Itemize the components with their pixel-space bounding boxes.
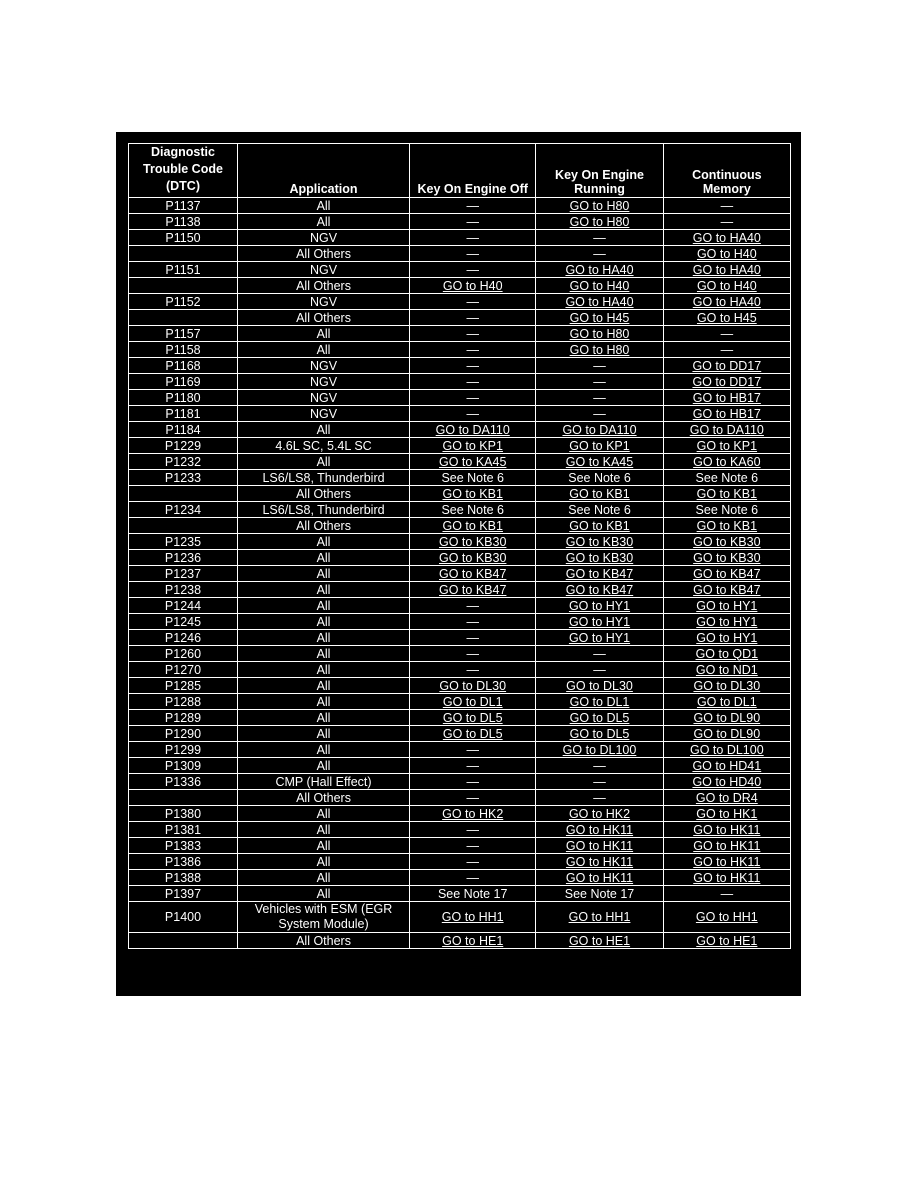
koeo-cell: See Note 6 bbox=[410, 470, 536, 486]
continuous-memory-cell[interactable]: GO to KB1 bbox=[663, 518, 790, 534]
table-row bbox=[129, 646, 791, 662]
continuous-memory-cell[interactable]: GO to HK11 bbox=[663, 870, 790, 886]
koer-cell: See Note 6 bbox=[536, 502, 663, 518]
application-cell: All bbox=[237, 710, 409, 726]
table-row bbox=[129, 358, 791, 374]
koeo-cell[interactable]: GO to KB47 bbox=[410, 582, 536, 598]
continuous-memory-cell[interactable]: GO to HK1 bbox=[663, 806, 790, 822]
dtc-cell: P1181 bbox=[129, 406, 238, 422]
application-cell: All bbox=[237, 214, 409, 230]
application-cell: All bbox=[237, 646, 409, 662]
continuous-memory-cell[interactable]: GO to KB47 bbox=[663, 582, 790, 598]
table-row bbox=[129, 933, 791, 949]
dtc-cell: P1299 bbox=[129, 742, 238, 758]
continuous-memory-cell[interactable]: GO to DD17 bbox=[663, 358, 790, 374]
table-row bbox=[129, 694, 791, 710]
continuous-memory-cell[interactable]: GO to HA40 bbox=[663, 294, 790, 310]
koer-cell: See Note 17 bbox=[536, 886, 663, 902]
application-cell: All bbox=[237, 822, 409, 838]
table-row bbox=[129, 614, 791, 630]
koer-cell[interactable]: GO to DL5 bbox=[536, 710, 663, 726]
koeo-cell[interactable]: GO to KB30 bbox=[410, 550, 536, 566]
continuous-memory-cell[interactable]: GO to KB47 bbox=[663, 566, 790, 582]
application-cell: NGV bbox=[237, 358, 409, 374]
continuous-memory-cell[interactable]: GO to HB17 bbox=[663, 390, 790, 406]
dtc-cell: P1169 bbox=[129, 374, 238, 390]
koer-cell[interactable]: GO to DA110 bbox=[536, 422, 663, 438]
table-row bbox=[129, 662, 791, 678]
koeo-cell: — bbox=[410, 758, 536, 774]
dtc-cell: P1290 bbox=[129, 726, 238, 742]
dtc-cell bbox=[129, 310, 238, 326]
application-cell: Vehicles with ESM (EGR System Module) bbox=[237, 902, 409, 933]
application-cell: All bbox=[237, 742, 409, 758]
dtc-cell: P1229 bbox=[129, 438, 238, 454]
table-row bbox=[129, 246, 791, 262]
table-row bbox=[129, 310, 791, 326]
dtc-cell: P1388 bbox=[129, 870, 238, 886]
koeo-cell: — bbox=[410, 230, 536, 246]
application-cell: All bbox=[237, 566, 409, 582]
table-row bbox=[129, 806, 791, 822]
dtc-cell: P1232 bbox=[129, 454, 238, 470]
koeo-cell: — bbox=[410, 822, 536, 838]
koer-cell[interactable]: GO to KB47 bbox=[536, 582, 663, 598]
koeo-cell: — bbox=[410, 262, 536, 278]
continuous-memory-cell[interactable]: GO to HB17 bbox=[663, 406, 790, 422]
application-cell: NGV bbox=[237, 262, 409, 278]
koer-cell: — bbox=[536, 758, 663, 774]
table-row bbox=[129, 774, 791, 790]
application-cell: NGV bbox=[237, 390, 409, 406]
application-cell: All bbox=[237, 870, 409, 886]
table-row bbox=[129, 230, 791, 246]
koer-cell[interactable]: GO to KB30 bbox=[536, 550, 663, 566]
koer-cell: — bbox=[536, 790, 663, 806]
koeo-cell: See Note 17 bbox=[410, 886, 536, 902]
header-key-on-engine-running: Key On Engine Running bbox=[536, 144, 663, 198]
table-row bbox=[129, 582, 791, 598]
continuous-memory-cell[interactable]: GO to ND1 bbox=[663, 662, 790, 678]
application-cell: All bbox=[237, 854, 409, 870]
koeo-cell: — bbox=[410, 662, 536, 678]
koeo-cell[interactable]: GO to DL5 bbox=[410, 710, 536, 726]
application-cell: All bbox=[237, 326, 409, 342]
application-cell: NGV bbox=[237, 374, 409, 390]
application-cell: All bbox=[237, 678, 409, 694]
table-row bbox=[129, 342, 791, 358]
koeo-cell: — bbox=[410, 246, 536, 262]
koer-cell[interactable]: GO to H80 bbox=[536, 198, 663, 214]
continuous-memory-cell[interactable]: GO to HK11 bbox=[663, 822, 790, 838]
dtc-cell: P1184 bbox=[129, 422, 238, 438]
dtc-cell: P1386 bbox=[129, 854, 238, 870]
koeo-cell: — bbox=[410, 358, 536, 374]
table-row bbox=[129, 854, 791, 870]
table-row bbox=[129, 374, 791, 390]
koer-cell: — bbox=[536, 374, 663, 390]
continuous-memory-cell[interactable]: GO to H40 bbox=[663, 278, 790, 294]
koer-cell: — bbox=[536, 390, 663, 406]
table-row bbox=[129, 438, 791, 454]
koer-cell[interactable]: GO to HY1 bbox=[536, 598, 663, 614]
table-row bbox=[129, 790, 791, 806]
application-cell: All Others bbox=[237, 246, 409, 262]
application-cell: LS6/LS8, Thunderbird bbox=[237, 502, 409, 518]
application-cell: All bbox=[237, 726, 409, 742]
koeo-cell: See Note 6 bbox=[410, 502, 536, 518]
header-application: Application bbox=[237, 144, 409, 198]
koeo-cell: — bbox=[410, 774, 536, 790]
table-row bbox=[129, 550, 791, 566]
table-row bbox=[129, 278, 791, 294]
koeo-cell: — bbox=[410, 310, 536, 326]
dtc-cell: P1180 bbox=[129, 390, 238, 406]
koeo-cell[interactable]: GO to KB1 bbox=[410, 486, 536, 502]
koeo-cell[interactable]: GO to DL1 bbox=[410, 694, 536, 710]
koeo-cell: — bbox=[410, 326, 536, 342]
table-row bbox=[129, 678, 791, 694]
continuous-memory-cell[interactable]: GO to HY1 bbox=[663, 614, 790, 630]
application-cell: All bbox=[237, 342, 409, 358]
continuous-memory-cell[interactable]: GO to HE1 bbox=[663, 933, 790, 949]
koeo-cell[interactable]: GO to KP1 bbox=[410, 438, 536, 454]
koer-cell: See Note 6 bbox=[536, 470, 663, 486]
dtc-cell bbox=[129, 246, 238, 262]
continuous-memory-cell[interactable]: GO to HK11 bbox=[663, 838, 790, 854]
continuous-memory-cell[interactable]: GO to DL90 bbox=[663, 726, 790, 742]
koer-cell: — bbox=[536, 774, 663, 790]
continuous-memory-cell[interactable]: GO to HY1 bbox=[663, 630, 790, 646]
koer-cell[interactable]: GO to HK11 bbox=[536, 838, 663, 854]
koer-cell[interactable]: GO to HK11 bbox=[536, 854, 663, 870]
koer-cell[interactable]: GO to DL100 bbox=[536, 742, 663, 758]
table-row bbox=[129, 838, 791, 854]
koer-cell: — bbox=[536, 662, 663, 678]
dtc-cell: P1244 bbox=[129, 598, 238, 614]
koer-cell[interactable]: GO to KB30 bbox=[536, 534, 663, 550]
application-cell: All bbox=[237, 454, 409, 470]
application-cell: All bbox=[237, 758, 409, 774]
continuous-memory-cell: See Note 6 bbox=[663, 470, 790, 486]
application-cell: CMP (Hall Effect) bbox=[237, 774, 409, 790]
koer-cell[interactable]: GO to KB47 bbox=[536, 566, 663, 582]
dtc-cell: P1238 bbox=[129, 582, 238, 598]
application-cell: LS6/LS8, Thunderbird bbox=[237, 470, 409, 486]
application-cell: All bbox=[237, 550, 409, 566]
application-cell: All bbox=[237, 662, 409, 678]
dtc-cell: P1383 bbox=[129, 838, 238, 854]
continuous-memory-cell[interactable]: GO to DL1 bbox=[663, 694, 790, 710]
koeo-cell[interactable]: GO to KA45 bbox=[410, 454, 536, 470]
table-row bbox=[129, 262, 791, 278]
continuous-memory-cell[interactable]: GO to DD17 bbox=[663, 374, 790, 390]
koer-cell[interactable]: GO to HK11 bbox=[536, 870, 663, 886]
koer-cell[interactable]: GO to DL30 bbox=[536, 678, 663, 694]
application-cell: All bbox=[237, 806, 409, 822]
koeo-cell: — bbox=[410, 598, 536, 614]
dtc-cell: P1270 bbox=[129, 662, 238, 678]
application-cell: All Others bbox=[237, 933, 409, 949]
application-cell: All bbox=[237, 838, 409, 854]
table-row bbox=[129, 870, 791, 886]
table-header-row bbox=[129, 144, 791, 198]
koeo-cell: — bbox=[410, 854, 536, 870]
application-cell: All Others bbox=[237, 310, 409, 326]
application-cell: All bbox=[237, 534, 409, 550]
continuous-memory-cell[interactable]: GO to DL90 bbox=[663, 710, 790, 726]
dtc-cell: P1152 bbox=[129, 294, 238, 310]
application-cell: All bbox=[237, 422, 409, 438]
continuous-memory-cell[interactable]: GO to KB30 bbox=[663, 550, 790, 566]
table-row bbox=[129, 758, 791, 774]
koeo-cell[interactable]: GO to H40 bbox=[410, 278, 536, 294]
koeo-cell: — bbox=[410, 390, 536, 406]
dtc-cell: P1168 bbox=[129, 358, 238, 374]
koer-cell[interactable]: GO to HY1 bbox=[536, 614, 663, 630]
header-key-on-engine-off: Key On Engine Off bbox=[410, 144, 536, 198]
table-row bbox=[129, 294, 791, 310]
koeo-cell[interactable]: GO to DA110 bbox=[410, 422, 536, 438]
koeo-cell: — bbox=[410, 198, 536, 214]
continuous-memory-cell[interactable]: GO to KA60 bbox=[663, 454, 790, 470]
koeo-cell[interactable]: GO to KB30 bbox=[410, 534, 536, 550]
table-row bbox=[129, 454, 791, 470]
dtc-cell: P1289 bbox=[129, 710, 238, 726]
application-cell: NGV bbox=[237, 294, 409, 310]
table-body bbox=[129, 198, 791, 949]
continuous-memory-cell[interactable]: GO to HA40 bbox=[663, 262, 790, 278]
dtc-cell: P1246 bbox=[129, 630, 238, 646]
dtc-table bbox=[128, 143, 791, 949]
continuous-memory-cell: — bbox=[663, 326, 790, 342]
dtc-cell: P1381 bbox=[129, 822, 238, 838]
table-row bbox=[129, 486, 791, 502]
koeo-cell[interactable]: GO to DL5 bbox=[410, 726, 536, 742]
continuous-memory-cell[interactable]: GO to DL30 bbox=[663, 678, 790, 694]
koer-cell[interactable]: GO to H45 bbox=[536, 310, 663, 326]
dtc-cell: P1151 bbox=[129, 262, 238, 278]
table-row bbox=[129, 214, 791, 230]
table-row bbox=[129, 326, 791, 342]
continuous-memory-cell[interactable]: GO to HA40 bbox=[663, 230, 790, 246]
dtc-cell: P1285 bbox=[129, 678, 238, 694]
dtc-cell: P1397 bbox=[129, 886, 238, 902]
dtc-cell: P1150 bbox=[129, 230, 238, 246]
koeo-cell: — bbox=[410, 294, 536, 310]
continuous-memory-cell[interactable]: GO to H40 bbox=[663, 246, 790, 262]
application-cell: All bbox=[237, 582, 409, 598]
continuous-memory-cell: — bbox=[663, 886, 790, 902]
dtc-cell: P1288 bbox=[129, 694, 238, 710]
koer-cell[interactable]: GO to HK11 bbox=[536, 822, 663, 838]
continuous-memory-cell: — bbox=[663, 198, 790, 214]
application-cell: All Others bbox=[237, 790, 409, 806]
dtc-cell: P1233 bbox=[129, 470, 238, 486]
koer-cell: — bbox=[536, 246, 663, 262]
koeo-cell: — bbox=[410, 614, 536, 630]
koer-cell[interactable]: GO to H80 bbox=[536, 342, 663, 358]
continuous-memory-cell[interactable]: GO to HH1 bbox=[663, 902, 790, 933]
table-row bbox=[129, 566, 791, 582]
table-row bbox=[129, 726, 791, 742]
dtc-cell: P1158 bbox=[129, 342, 238, 358]
application-cell: All bbox=[237, 886, 409, 902]
dtc-cell bbox=[129, 790, 238, 806]
table-row bbox=[129, 502, 791, 518]
koeo-cell: — bbox=[410, 790, 536, 806]
koer-cell[interactable]: GO to KA45 bbox=[536, 454, 663, 470]
dtc-cell: P1245 bbox=[129, 614, 238, 630]
continuous-memory-cell[interactable]: GO to QD1 bbox=[663, 646, 790, 662]
continuous-memory-cell[interactable]: GO to DA110 bbox=[663, 422, 790, 438]
application-cell: All Others bbox=[237, 278, 409, 294]
dtc-cell: P1138 bbox=[129, 214, 238, 230]
dtc-cell bbox=[129, 518, 238, 534]
koer-cell: — bbox=[536, 646, 663, 662]
dtc-cell: P1236 bbox=[129, 550, 238, 566]
koeo-cell: — bbox=[410, 374, 536, 390]
continuous-memory-cell: — bbox=[663, 342, 790, 358]
table-row bbox=[129, 406, 791, 422]
koeo-cell: — bbox=[410, 742, 536, 758]
koer-cell[interactable]: GO to KB1 bbox=[536, 518, 663, 534]
dtc-cell: P1400 bbox=[129, 902, 238, 933]
dtc-cell: P1157 bbox=[129, 326, 238, 342]
dtc-cell: P1234 bbox=[129, 502, 238, 518]
table-row bbox=[129, 518, 791, 534]
application-cell: All bbox=[237, 614, 409, 630]
koer-cell[interactable]: GO to DL1 bbox=[536, 694, 663, 710]
koer-cell[interactable]: GO to H80 bbox=[536, 326, 663, 342]
koer-cell[interactable]: GO to HE1 bbox=[536, 933, 663, 949]
continuous-memory-cell: See Note 6 bbox=[663, 502, 790, 518]
continuous-memory-cell[interactable]: GO to KB1 bbox=[663, 486, 790, 502]
koer-cell[interactable]: GO to KP1 bbox=[536, 438, 663, 454]
koer-cell[interactable]: GO to KB1 bbox=[536, 486, 663, 502]
koer-cell: — bbox=[536, 358, 663, 374]
continuous-memory-cell[interactable]: GO to HD40 bbox=[663, 774, 790, 790]
dtc-cell: P1137 bbox=[129, 198, 238, 214]
koer-cell[interactable]: GO to HH1 bbox=[536, 902, 663, 933]
table-row bbox=[129, 198, 791, 214]
table-row bbox=[129, 630, 791, 646]
application-cell: All Others bbox=[237, 518, 409, 534]
koeo-cell: — bbox=[410, 630, 536, 646]
dtc-cell: P1237 bbox=[129, 566, 238, 582]
application-cell: 4.6L SC, 5.4L SC bbox=[237, 438, 409, 454]
continuous-memory-cell[interactable]: GO to DL100 bbox=[663, 742, 790, 758]
table-row bbox=[129, 470, 791, 486]
koeo-cell: — bbox=[410, 406, 536, 422]
koeo-cell[interactable]: GO to KB47 bbox=[410, 566, 536, 582]
koeo-cell[interactable]: GO to KB1 bbox=[410, 518, 536, 534]
dtc-cell: P1235 bbox=[129, 534, 238, 550]
koeo-cell: — bbox=[410, 214, 536, 230]
table-row bbox=[129, 422, 791, 438]
dtc-cell: P1336 bbox=[129, 774, 238, 790]
table-row bbox=[129, 390, 791, 406]
continuous-memory-cell[interactable]: GO to DR4 bbox=[663, 790, 790, 806]
koeo-cell[interactable]: GO to HK2 bbox=[410, 806, 536, 822]
table-row bbox=[129, 534, 791, 550]
koer-cell[interactable]: GO to HA40 bbox=[536, 262, 663, 278]
application-cell: All bbox=[237, 598, 409, 614]
header-continuous-memory: Continuous Memory bbox=[663, 144, 790, 198]
koer-cell[interactable]: GO to DL5 bbox=[536, 726, 663, 742]
dtc-cell: P1260 bbox=[129, 646, 238, 662]
koeo-cell: — bbox=[410, 342, 536, 358]
continuous-memory-cell[interactable]: GO to HY1 bbox=[663, 598, 790, 614]
application-cell: NGV bbox=[237, 406, 409, 422]
application-cell: NGV bbox=[237, 230, 409, 246]
dtc-cell: P1380 bbox=[129, 806, 238, 822]
koeo-cell[interactable]: GO to HH1 bbox=[410, 902, 536, 933]
table-row bbox=[129, 710, 791, 726]
dtc-cell: P1309 bbox=[129, 758, 238, 774]
table-row bbox=[129, 902, 791, 933]
table-row bbox=[129, 742, 791, 758]
koer-cell[interactable]: GO to H40 bbox=[536, 278, 663, 294]
continuous-memory-cell[interactable]: GO to KP1 bbox=[663, 438, 790, 454]
dtc-cell bbox=[129, 278, 238, 294]
application-cell: All bbox=[237, 198, 409, 214]
dtc-cell bbox=[129, 486, 238, 502]
continuous-memory-cell[interactable]: GO to H45 bbox=[663, 310, 790, 326]
table-row bbox=[129, 822, 791, 838]
dtc-cell bbox=[129, 933, 238, 949]
koer-cell[interactable]: GO to HK2 bbox=[536, 806, 663, 822]
koeo-cell: — bbox=[410, 838, 536, 854]
koeo-cell[interactable]: GO to DL30 bbox=[410, 678, 536, 694]
koer-cell: — bbox=[536, 406, 663, 422]
koeo-cell: — bbox=[410, 646, 536, 662]
header-dtc: Diagnostic Trouble Code (DTC) bbox=[129, 144, 238, 198]
dtc-table-panel bbox=[116, 132, 801, 996]
koeo-cell[interactable]: GO to HE1 bbox=[410, 933, 536, 949]
application-cell: All Others bbox=[237, 486, 409, 502]
koer-cell[interactable]: GO to HA40 bbox=[536, 294, 663, 310]
continuous-memory-cell[interactable]: GO to HK11 bbox=[663, 854, 790, 870]
application-cell: All bbox=[237, 630, 409, 646]
continuous-memory-cell[interactable]: GO to HD41 bbox=[663, 758, 790, 774]
table-row bbox=[129, 886, 791, 902]
koeo-cell: — bbox=[410, 870, 536, 886]
continuous-memory-cell[interactable]: GO to KB30 bbox=[663, 534, 790, 550]
application-cell: All bbox=[237, 694, 409, 710]
table-row bbox=[129, 598, 791, 614]
koer-cell[interactable]: GO to HY1 bbox=[536, 630, 663, 646]
koer-cell: — bbox=[536, 230, 663, 246]
koer-cell[interactable]: GO to H80 bbox=[536, 214, 663, 230]
continuous-memory-cell: — bbox=[663, 214, 790, 230]
